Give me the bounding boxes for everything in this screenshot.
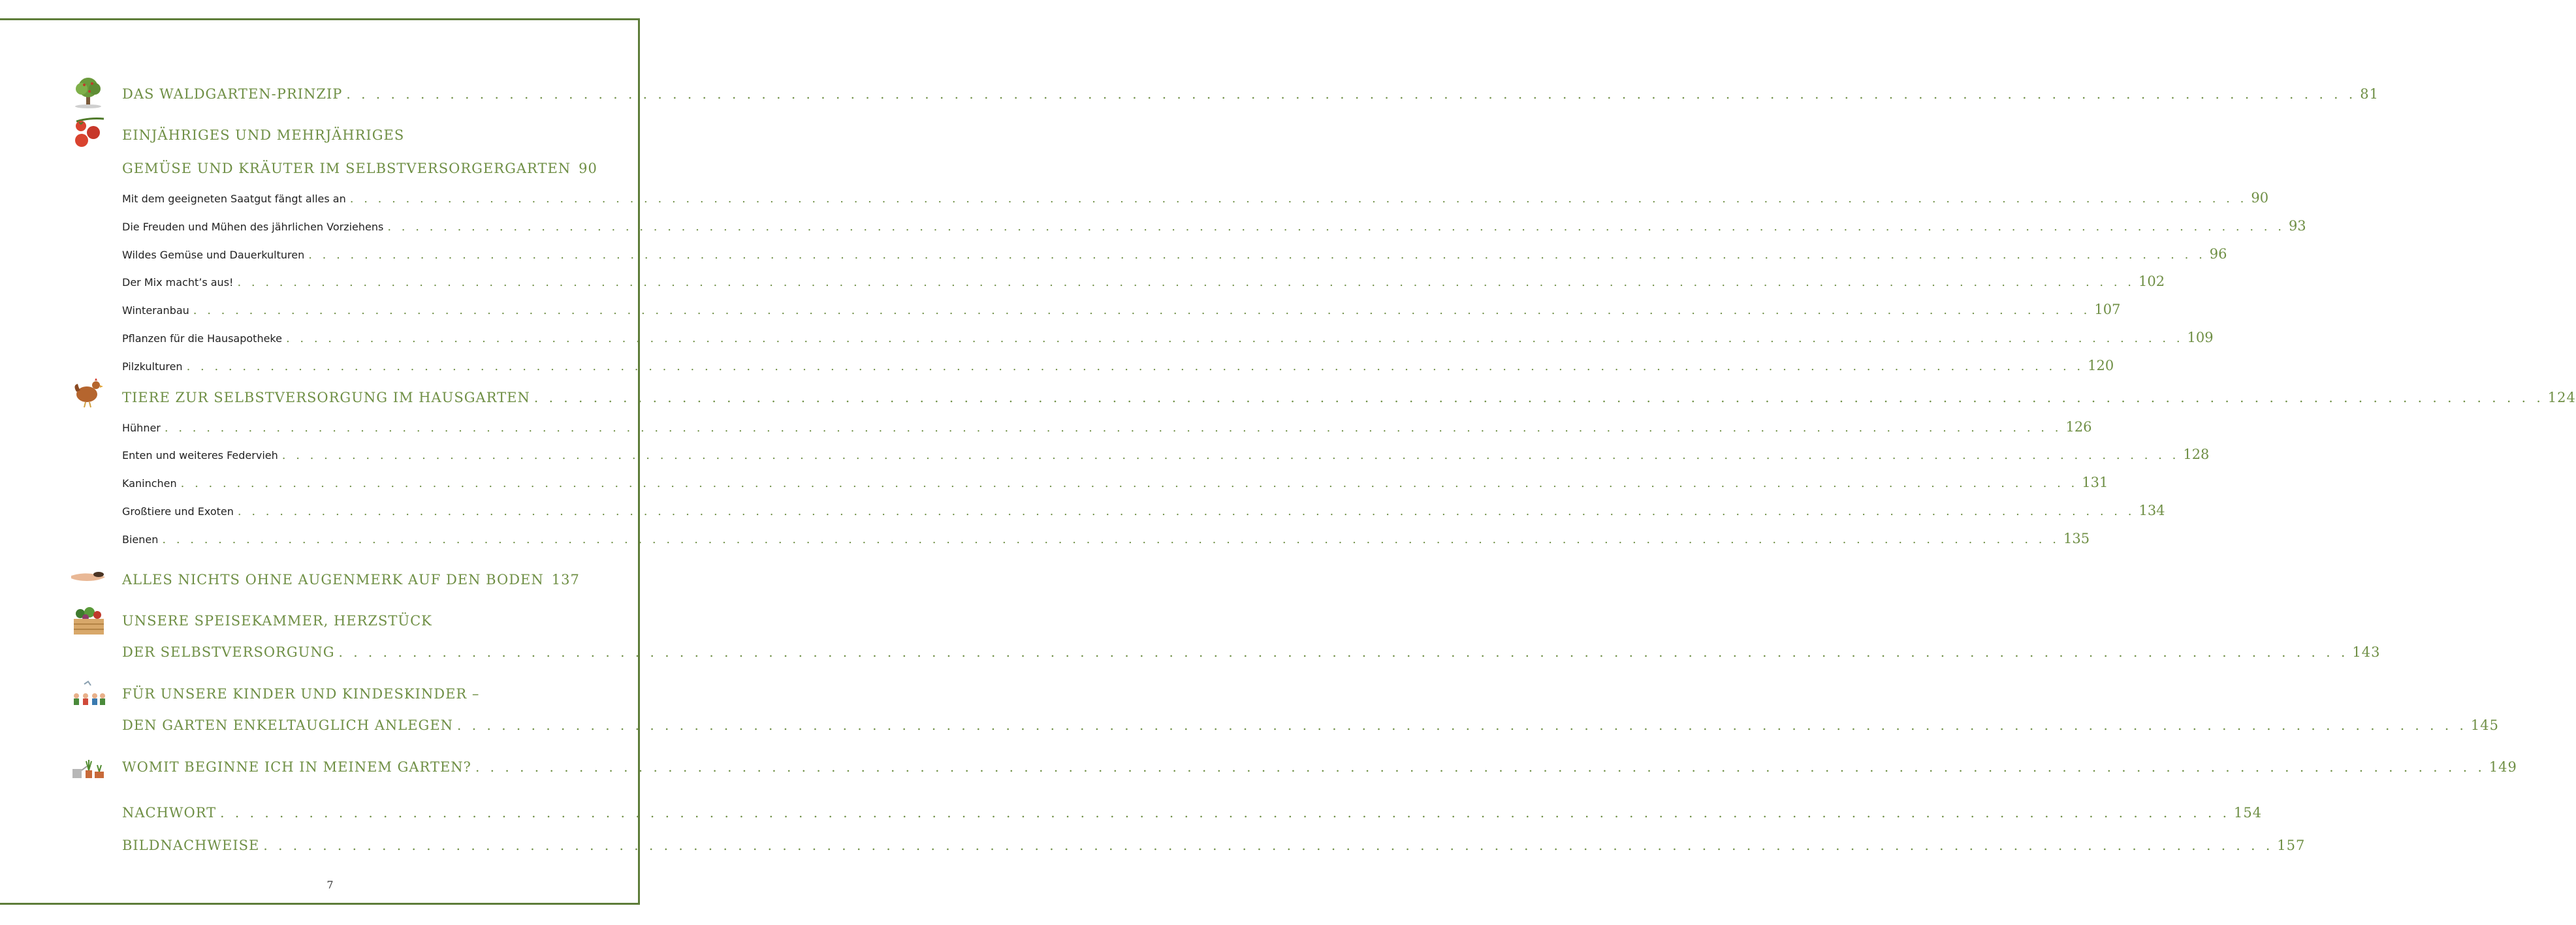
toc-page: 154 bbox=[2234, 805, 2263, 821]
leader-dots bbox=[187, 360, 2084, 373]
toc-title: Die Freuden und Mühen des jährlichen Vorziehens bbox=[122, 221, 384, 233]
toc-title: Kaninchen bbox=[122, 477, 177, 490]
toc-title: TIERE ZUR SELBSTVERSORGUNG IM HAUSGARTEN bbox=[122, 390, 530, 405]
leader-dots bbox=[282, 448, 2180, 462]
leader-dots bbox=[263, 838, 2273, 853]
toc-page: 145 bbox=[2470, 717, 2500, 733]
toc-title: Pilzkulturen bbox=[122, 360, 183, 373]
toc-title: Mit dem geeigneten Saatgut fängt alles an bbox=[122, 193, 346, 205]
toc-title: Enten und weiteres Federvieh bbox=[122, 449, 278, 462]
toc-heading-line: FÜR UNSERE KINDER UND KINDESKINDER – bbox=[122, 686, 480, 702]
leader-dots bbox=[181, 477, 2078, 490]
toc-title: GEMÜSE UND KRÄUTER IM SELBSTVERSORGERGARTEN bbox=[122, 161, 571, 176]
toc-title: Winteranbau bbox=[122, 304, 189, 317]
hen-icon bbox=[70, 376, 106, 409]
toc-entry-kinder[interactable] bbox=[122, 717, 2500, 733]
toc-page: 107 bbox=[2094, 302, 2121, 317]
toc-subentry[interactable] bbox=[122, 218, 2306, 234]
toc-page: 81 bbox=[2360, 86, 2379, 102]
toc-subentry[interactable] bbox=[122, 475, 2108, 490]
toc-subentry[interactable] bbox=[122, 358, 2114, 373]
leader-dots bbox=[387, 220, 2285, 234]
toc-title: Der Mix macht’s aus! bbox=[122, 276, 234, 289]
toc-title: DAS WALDGARTEN-PRINZIP bbox=[122, 86, 343, 102]
toc-page: 120 bbox=[2088, 358, 2114, 373]
toc-entry-boden[interactable] bbox=[122, 572, 580, 588]
toc-page: 143 bbox=[2352, 644, 2381, 660]
toc-subentry[interactable] bbox=[122, 419, 2092, 435]
toc-title: Wildes Gemüse und Dauerkulturen bbox=[122, 249, 305, 261]
leader-dots bbox=[286, 332, 2184, 345]
toc-title: NACHWORT bbox=[122, 805, 217, 821]
toc-subentry[interactable] bbox=[122, 274, 2165, 289]
leader-dots bbox=[237, 275, 2135, 289]
toc-entry-waldgarten[interactable] bbox=[122, 86, 2379, 102]
leader-dots bbox=[338, 644, 2348, 660]
toc-page: 137 bbox=[551, 572, 580, 588]
toc-page: 126 bbox=[2065, 419, 2092, 435]
leader-dots bbox=[534, 390, 2544, 405]
toc-entry-beginne[interactable] bbox=[122, 759, 2517, 775]
toc-title: DER SELBSTVERSORGUNG bbox=[122, 644, 335, 660]
toc-heading-line: EINJÄHRIGES UND MEHRJÄHRIGES bbox=[122, 127, 405, 143]
toc-page: 102 bbox=[2139, 274, 2165, 289]
leader-dots bbox=[308, 248, 2206, 262]
tree-icon bbox=[70, 76, 106, 108]
leader-dots bbox=[162, 533, 2059, 546]
toc-page: 149 bbox=[2489, 759, 2517, 775]
toc-entry-gemuese[interactable] bbox=[122, 161, 597, 176]
toc-subentry[interactable] bbox=[122, 503, 2165, 518]
toc-page: 157 bbox=[2277, 838, 2306, 853]
toc-entry-speisekammer[interactable] bbox=[122, 644, 2381, 660]
toc-subentry[interactable] bbox=[122, 190, 2269, 206]
toc-page: 90 bbox=[579, 161, 597, 176]
toc-title: BILDNACHWEISE bbox=[122, 838, 260, 853]
toc-page: 134 bbox=[2139, 503, 2165, 518]
hand-soil-icon bbox=[70, 563, 106, 595]
garden-tools-icon bbox=[70, 751, 106, 783]
leader-dots bbox=[475, 759, 2485, 775]
toc-page: 93 bbox=[2288, 218, 2306, 234]
children-icon bbox=[70, 679, 106, 712]
toc-page: 135 bbox=[2063, 531, 2090, 546]
leader-dots bbox=[238, 505, 2135, 518]
toc-entry-bildnachweise[interactable] bbox=[122, 838, 2306, 853]
toc-title: Hühner bbox=[122, 422, 161, 434]
tomato-icon bbox=[70, 116, 106, 149]
leader-dots bbox=[165, 421, 2062, 435]
toc-subentry[interactable] bbox=[122, 330, 2214, 345]
toc-entry-nachwort[interactable] bbox=[122, 805, 2263, 821]
toc-title: Großtiere und Exoten bbox=[122, 505, 234, 518]
leader-dots bbox=[457, 717, 2467, 733]
toc-title: ALLES NICHTS OHNE AUGENMERK AUF DEN BODEN bbox=[122, 572, 544, 588]
toc-title: WOMIT BEGINNE ICH IN MEINEM GARTEN? bbox=[122, 759, 471, 775]
leader-dots bbox=[346, 86, 2356, 102]
toc-page: 109 bbox=[2187, 330, 2214, 345]
toc-page: 131 bbox=[2082, 475, 2108, 490]
page-number: 7 bbox=[326, 879, 334, 891]
toc-title: Bienen bbox=[122, 533, 159, 546]
toc-title: DEN GARTEN ENKELTAUGLICH ANLEGEN bbox=[122, 717, 454, 733]
toc-title: Pflanzen für die Hausapotheke bbox=[122, 332, 282, 345]
toc-subentry[interactable] bbox=[122, 531, 2090, 546]
leader-dots bbox=[193, 304, 2091, 317]
toc-page: 124 bbox=[2547, 390, 2576, 405]
toc-heading-line: UNSERE SPEISEKAMMER, HERZSTÜCK bbox=[122, 613, 432, 629]
toc-page: 96 bbox=[2209, 246, 2227, 262]
toc-subentry[interactable] bbox=[122, 246, 2227, 262]
leader-dots bbox=[350, 192, 2248, 206]
toc-page: 90 bbox=[2251, 190, 2269, 206]
toc-subentry[interactable] bbox=[122, 302, 2121, 317]
toc-page: 128 bbox=[2183, 447, 2210, 462]
vegetable-crate-icon bbox=[70, 604, 106, 637]
toc-entry-tiere[interactable] bbox=[122, 390, 2576, 405]
leader-dots bbox=[220, 805, 2230, 821]
toc-subentry[interactable] bbox=[122, 447, 2210, 462]
